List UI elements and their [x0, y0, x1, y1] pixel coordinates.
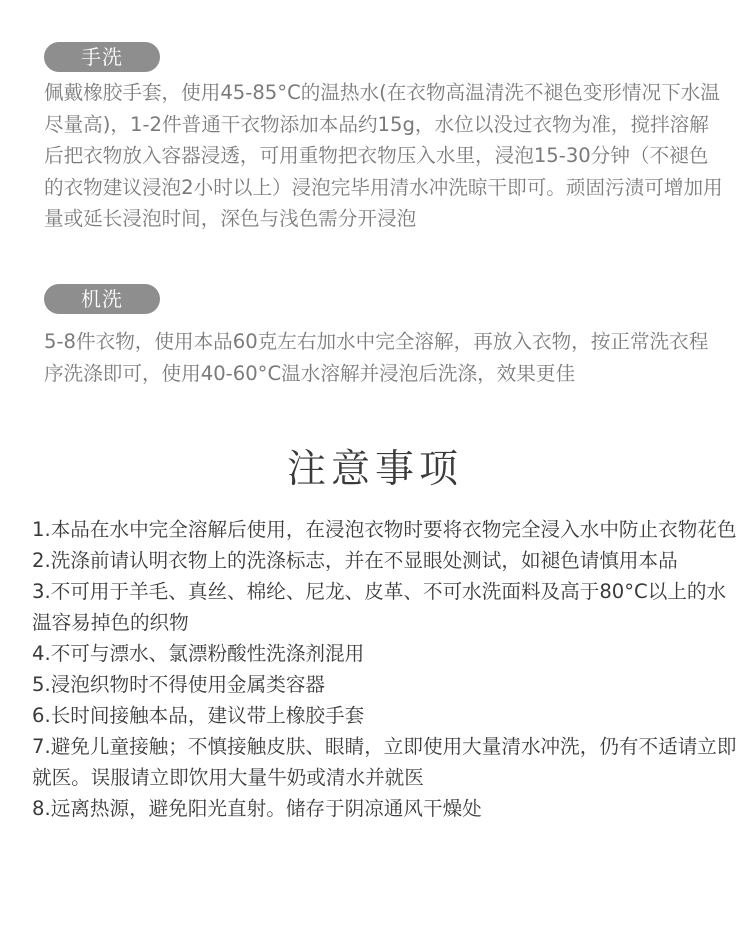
precaution-item: 7.避免儿童接触；不慎接触皮肤、眼睛，立即使用大量清水冲洗，仍有不适请立即就医。误服请立即饮用大量牛奶或清水并就医 [32, 735, 737, 789]
hand-wash-instructions: 佩戴橡胶手套，使用45-85°C的温热水(在衣物高温清洗不褪色变形情况下水温尽量高)，1-2件普通干衣物添加本品约15g，水位以没过衣物为准，搅拌溶解后把衣物放入容器浸透，可用重物把衣物压入水里，浸泡15-30分钟（不褪色的衣物建议浸泡2小时以上）浸泡完毕用清水冲洗晾干即可。顽固污渍可增加用量或延长浸泡时间，深色与浅色需分开浸泡 [44, 81, 723, 231]
precautions-list [32, 514, 738, 824]
machine-wash-instructions: 5-8件衣物，使用本品60克左右加水中完全溶解，再放入衣物，按正常洗衣程序洗涤即可，使用40-60°C温水溶解并浸泡后洗涤，效果更佳 [44, 330, 709, 385]
precaution-item: 2.洗涤前请认明衣物上的洗涤标志，并在不显眼处测试，如褪色请慎用本品 [32, 549, 678, 572]
precaution-item: 4.不可与漂水、氯漂粉酸性洗涤剂混用 [32, 642, 365, 665]
precaution-item: 1.本品在水中完全溶解后使用，在浸泡衣物时要将衣物完全浸入水中防止衣物花色 [32, 518, 737, 541]
precaution-item: 6.长时间接触本品，建议带上橡胶手套 [32, 704, 365, 727]
precaution-item: 3.不可用于羊毛、真丝、棉纶、尼龙、皮革、不可水洗面料及高于80°C以上的水温容易掉色的织物 [32, 580, 727, 634]
hand-wash-label: 手洗 [44, 42, 160, 72]
machine-wash-label: 机洗 [44, 284, 160, 314]
precautions-title: 注意事项 [286, 447, 463, 492]
precaution-item: 8.远离热源，避免阳光直射。储存于阴凉通风干燥处 [32, 797, 482, 820]
precaution-item: 5.浸泡织物时不得使用金属类容器 [32, 673, 326, 696]
